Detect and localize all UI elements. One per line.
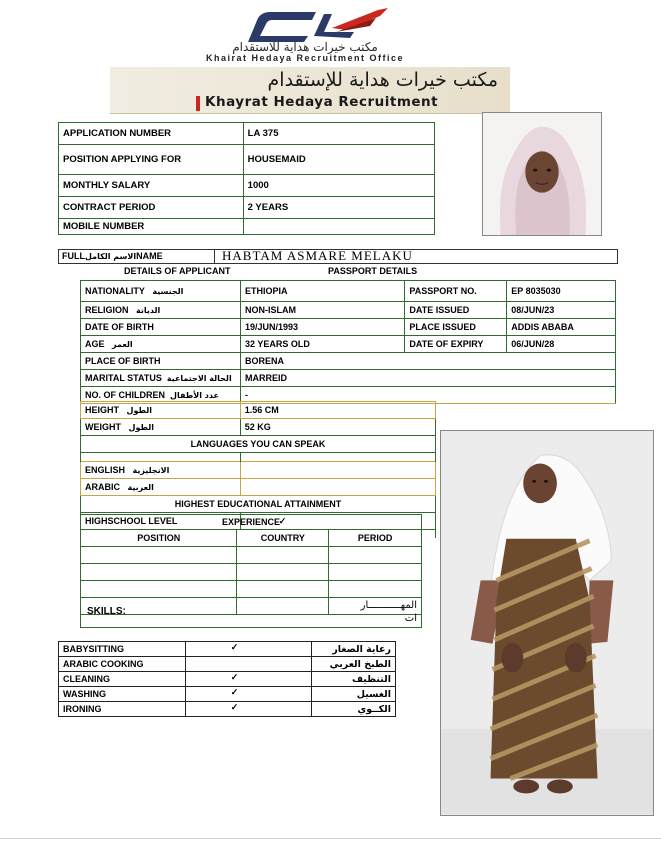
table-row: [59, 672, 396, 687]
table-row: [59, 145, 435, 175]
skill-cleaning-arabic: التنظيف: [312, 672, 396, 687]
skill-washing-check-icon: ✓: [185, 687, 311, 702]
application-number-label: APPLICATION NUMBER: [59, 123, 244, 145]
applicant-portrait-photo: [482, 112, 602, 236]
skill-cleaning-check-icon: ✓: [185, 672, 311, 687]
arabic-value: [240, 479, 435, 496]
nationality-label: NATIONALITY الجنسية: [81, 281, 241, 302]
marital-label: MARITAL STATUS الحالة الاجتماعية: [81, 370, 241, 387]
salary-value: 1000: [243, 175, 434, 197]
skills-box: [80, 599, 422, 628]
mobile-number-value: [243, 219, 434, 235]
skill-arabic-cooking-check: [185, 657, 311, 672]
expiry-value: 06/JUN/28: [507, 336, 616, 353]
full-name-label-en2: NAME: [136, 251, 163, 261]
table-row: [59, 687, 396, 702]
pob-label: PLACE OF BIRTH: [81, 353, 241, 370]
skills-table: [58, 641, 396, 717]
section-title-passport: PASSPORT DETAILS: [328, 266, 418, 276]
skill-washing-label: WASHING: [59, 687, 186, 702]
table-row: [81, 581, 422, 598]
skill-babysitting-label: BABYSITTING: [59, 642, 186, 657]
table-row: [59, 657, 396, 672]
full-name-label-ar: الاسم الكامل: [85, 252, 137, 261]
skill-arabic-cooking-arabic: الطبخ العربي: [312, 657, 396, 672]
experience-col-position: POSITION: [81, 530, 237, 547]
table-row: [59, 702, 396, 717]
skill-ironing-arabic: الكــوي: [312, 702, 396, 717]
languages-title: LANGUAGES YOU CAN SPEAK: [81, 436, 436, 453]
height-value: 1.56 CM: [240, 402, 435, 419]
full-name-divider: [214, 249, 215, 264]
table-row: [59, 175, 435, 197]
table-row: [81, 419, 436, 436]
contract-period-value: 2 YEARS: [243, 197, 434, 219]
table-row: [81, 496, 436, 513]
children-label: NO. OF CHILDREN عدد الأطفال: [81, 387, 241, 404]
table-row: [81, 370, 616, 387]
age-value: 32 YEARS OLD: [240, 336, 404, 353]
dob-value: 19/JUN/1993: [240, 319, 404, 336]
skill-arabic-cooking-label: ARABIC COOKING: [59, 657, 186, 672]
banner-accent-bar: [196, 96, 200, 111]
experience-col-period: PERIOD: [329, 530, 422, 547]
passport-number-value: EP 8035030: [507, 281, 616, 302]
table-row: [81, 462, 436, 479]
date-issued-value: 08/JUN/23: [507, 302, 616, 319]
table-row: [81, 302, 616, 319]
skills-arabic-label-2: ات: [404, 613, 417, 624]
place-issued-label: PLACE ISSUED: [405, 319, 507, 336]
education-check-icon: ✓: [240, 513, 435, 530]
table-row: [59, 219, 435, 235]
salary-label: MONTHLY SALARY: [59, 175, 244, 197]
arabic-label: ARABIC العربية: [81, 479, 241, 496]
skill-cleaning-label: CLEANING: [59, 672, 186, 687]
table-row: [81, 479, 436, 496]
table-row: [81, 436, 436, 453]
table-row: [81, 319, 616, 336]
table-row: [59, 642, 396, 657]
logo-english-text: Khairat Hedaya Recruitment Office: [205, 53, 405, 63]
skill-washing-arabic: الغسيل: [312, 687, 396, 702]
passport-number-label: PASSPORT NO.: [405, 281, 507, 302]
education-level: HIGHSCHOOL LEVEL: [81, 513, 241, 530]
full-name-label: [62, 251, 163, 261]
position-label: POSITION APPLYING FOR: [59, 145, 244, 175]
english-label: ENGLISH الانجليزية: [81, 462, 241, 479]
date-issued-label: DATE ISSUED: [405, 302, 507, 319]
contract-period-label: CONTRACT PERIOD: [59, 197, 244, 219]
banner-english-title: Khayrat Hedaya Recruitment: [205, 94, 439, 110]
table-row: [81, 515, 422, 530]
application-table: [58, 122, 435, 235]
skills-arabic-label-1: المهـــــــــــار: [360, 600, 417, 611]
table-row: [59, 197, 435, 219]
expiry-label: DATE OF EXPIRY: [405, 336, 507, 353]
mobile-number-label: MOBILE NUMBER: [59, 219, 244, 235]
table-row: [81, 547, 422, 564]
education-title: HIGHEST EDUCATIONAL ATTAINMENT: [81, 496, 436, 513]
table-row: [81, 530, 422, 547]
details-table: [80, 280, 616, 404]
spacer-cell: [81, 453, 241, 462]
pob-value: BORENA: [240, 353, 615, 370]
religion-value: NON-ISLAM: [240, 302, 404, 319]
table-row: [81, 336, 616, 353]
banner-arabic-title: مكتب خيرات هداية للإستقدام: [267, 69, 498, 91]
age-label: AGE العمر: [81, 336, 241, 353]
weight-label: WEIGHT الطول: [81, 419, 241, 436]
spacer-cell: [240, 453, 435, 462]
company-banner: [110, 67, 510, 114]
applicant-full-body-photo: [440, 430, 654, 816]
dob-label: DATE OF BIRTH: [81, 319, 241, 336]
experience-col-country: COUNTRY: [237, 530, 329, 547]
english-value: [240, 462, 435, 479]
nationality-value: ETHIOPIA: [240, 281, 404, 302]
application-number-value: LA 375: [243, 123, 434, 145]
skill-ironing-check-icon: ✓: [185, 702, 311, 717]
table-row: [59, 123, 435, 145]
table-row: [81, 281, 616, 302]
place-issued-value: ADDIS ABABA: [507, 319, 616, 336]
skill-ironing-label: IRONING: [59, 702, 186, 717]
page-bottom-rule: [0, 838, 661, 839]
skill-babysitting-check-icon: ✓: [185, 642, 311, 657]
position-value: HOUSEMAID: [243, 145, 434, 175]
table-row: [81, 353, 616, 370]
skill-babysitting-arabic: رعاية الصغار: [312, 642, 396, 657]
height-label: HEIGHT الطول: [81, 402, 241, 419]
section-title-applicant: DETAILS OF APPLICANT: [124, 266, 231, 276]
logo-arabic-text: مكتب خيرات هداية للاستقدام: [232, 40, 378, 54]
skills-label: SKILLS:: [87, 606, 126, 617]
full-name-label-en1: FULL: [62, 251, 85, 261]
marital-value: MARREID: [240, 370, 615, 387]
religion-label: RELIGION الديانة: [81, 302, 241, 319]
table-row: [81, 453, 436, 462]
full-name-value: HABTAM ASMARE MELAKU: [222, 248, 413, 263]
children-value: -: [240, 387, 615, 404]
table-row: [81, 402, 436, 419]
table-row: [81, 564, 422, 581]
experience-title: EXPERIENCE: [81, 515, 422, 530]
weight-value: 52 KG: [240, 419, 435, 436]
